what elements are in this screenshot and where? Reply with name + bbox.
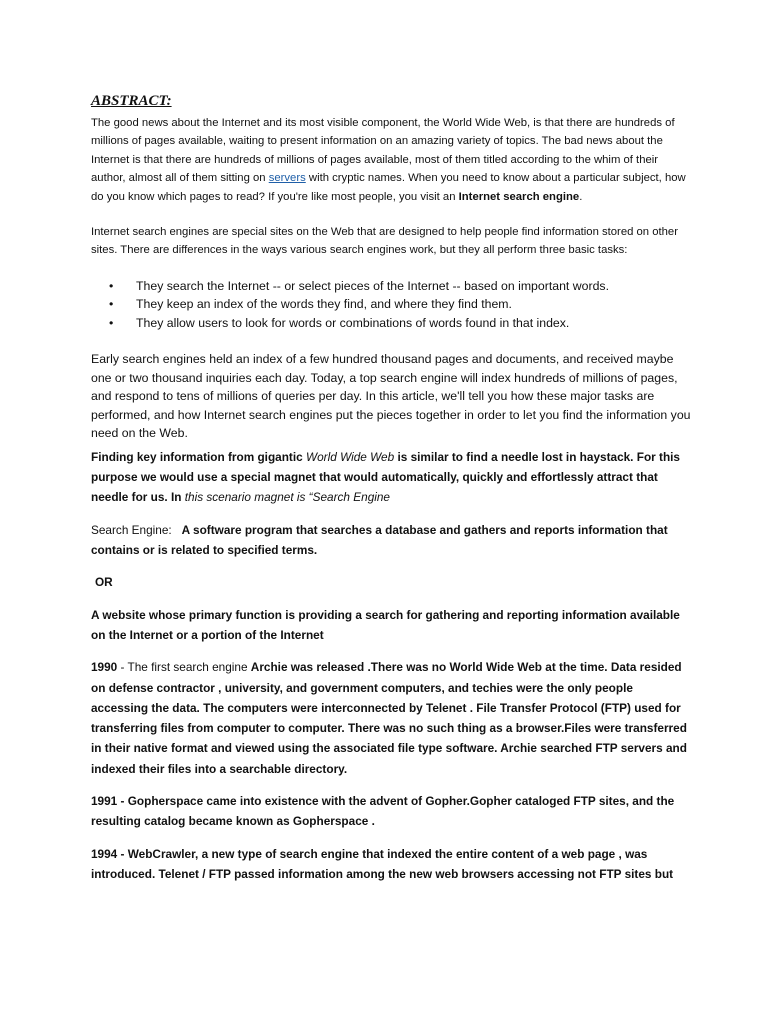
or-label: OR: [95, 575, 113, 590]
history-text: - The first search engine: [117, 660, 251, 675]
definition-label: Search Engine:: [91, 522, 172, 537]
alternate-definition: A website whose primary function is providing a search for gathering and reporting information available on the Internet or a portion of the Internet: [91, 607, 680, 642]
abstract-p1-text-2: with cryptic names. When you need to know about a particular subject, how do you know which pages to read? If you're like most people, you visit an: [91, 172, 686, 203]
servers-link[interactable]: servers: [268, 172, 306, 185]
history-1994: [91, 844, 691, 885]
list-item-text: They allow users to look for words or combinations of words found in that index.: [136, 315, 570, 330]
needle-text-2: is similar to find a needle lost in haystack. For this purpose we would use a special magnet that would automatically, quickly and effortlessly attract that needle for us. In: [91, 449, 680, 505]
abstract-p1-end: .: [579, 190, 583, 203]
bullet-icon: •: [109, 315, 114, 330]
history-text-2: was released .There was no World Wide Web at the time. Data resided on defense contractor , university, and government computers, and techies were the only people accessing the data. The computers were interconnected by Telenet . File Transfer Protocol (FTP) used for transferring files from computer to computer. There was no such thing as a browser.Files were transferred in their native format and viewed using the associated file type software. Archie searched FTP servers and indexed their files into a searchable directory.: [91, 660, 687, 776]
list-item: [91, 295, 691, 314]
list-item-text: They keep an index of the words they find, and where they find them.: [136, 297, 512, 312]
abstract-p1-text: The good news about the Internet and its most visible component, the World Wide Web, is that there are hundreds of millions of pages available, waiting to present information on an amazing variety of topics. The bad news about the Internet is that there are hundreds of millions of pages available, most of them titled according to the whim of their author, almost all of them sitting on: [91, 117, 675, 185]
definition-text: A software program that searches a database and gathers and reports information that contains or is related to specified terms.: [91, 522, 668, 558]
document-page: [91, 92, 691, 884]
needle-paragraph: [91, 447, 691, 508]
needle-italic-1: World Wide Web: [305, 449, 395, 464]
abstract-p1-bold: Internet search engine: [458, 190, 580, 203]
abstract-heading: ABSTRACT:: [91, 93, 172, 109]
history-year: 1991: [91, 794, 118, 808]
list-item: [91, 314, 691, 333]
definition-paragraph: [91, 520, 691, 561]
bullet-icon: •: [109, 297, 114, 312]
abstract-paragraph-2: Internet search engines are special sites on the Web that are designed to help people find information stored on other sites. There are differences in the ways various search engines work, but they all perform three basic tasks:: [91, 226, 678, 257]
history-year: 1994: [91, 846, 118, 861]
list-item-text: They search the Internet -- or select pieces of the Internet -- based on important words.: [136, 278, 609, 293]
history-1990: [91, 657, 691, 779]
history-bold: Archie: [250, 660, 288, 675]
history-1991: [91, 791, 691, 832]
needle-text-1: Finding key information from gigantic: [91, 449, 306, 464]
history-text: - Gopherspace came into existence with the advent of Gopher.Gopher cataloged FTP sites, and the resulting catalog became known as Gopherspace .: [91, 794, 675, 829]
history-year: 1990: [91, 660, 118, 675]
bullet-icon: •: [109, 278, 114, 293]
tasks-list: [91, 277, 691, 333]
abstract-paragraph-3: Early search engines held an index of a few hundred thousand pages and documents, and received maybe one or two thousand inquiries each day. Today, a top search engine will index hundreds of millions of pages, and respond to tens of millions of queries per day. In this article, we'll tell you how these major tasks are performed, and how Internet search engines put the pieces together in order to let you find the information you need on the Web.: [91, 352, 691, 441]
abstract-paragraph-1: [91, 114, 691, 206]
list-item: [91, 277, 691, 296]
needle-italic-2: this scenario magnet is “Search Engine: [184, 490, 390, 505]
history-text: - WebCrawler, a new type of search engine that indexed the entire content of a web page , was introduced. Telenet / FTP passed information among the new web browsers accessing not FTP sites but: [91, 846, 674, 881]
